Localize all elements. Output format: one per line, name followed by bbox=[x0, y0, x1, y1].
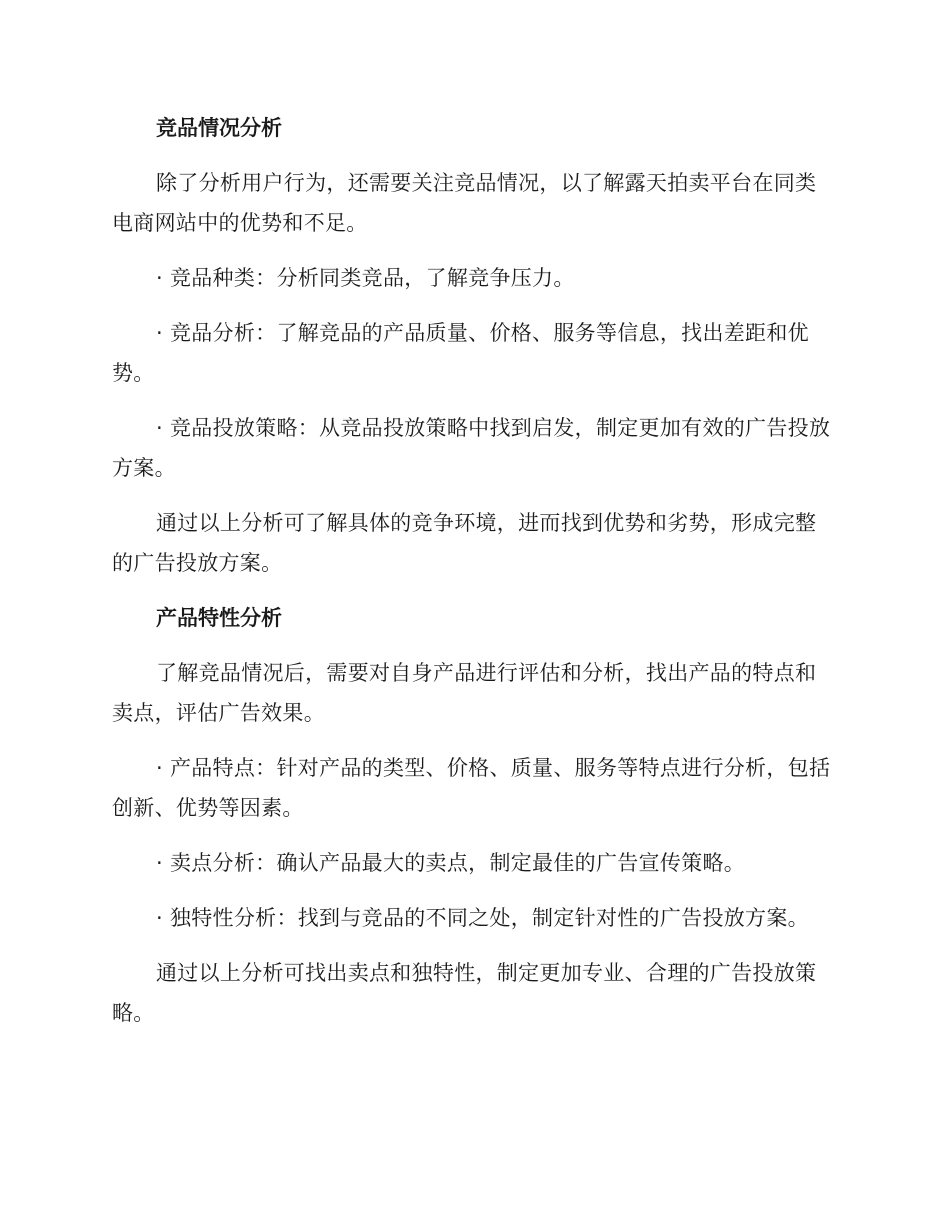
section2-intro-paragraph: 了解竞品情况后，需要对自身产品进行评估和分析，找出产品的特点和卖点，评估广告效果。 bbox=[112, 661, 817, 725]
section2-bullet-selling-points: · 卖点分析：确认产品最大的卖点，制定最佳的广告宣传策略。 bbox=[156, 851, 746, 875]
section-title-competitor-analysis: 竞品情况分析 bbox=[156, 116, 282, 140]
section2-bullet-product-features: · 产品特点：针对产品的类型、价格、质量、服务等特点进行分析，包括创新、优势等因素。 bbox=[112, 756, 831, 820]
section-title-product-analysis: 产品特性分析 bbox=[156, 606, 282, 630]
section2-conclusion-paragraph: 通过以上分析可找出卖点和独特性，制定更加专业、合理的广告投放策略。 bbox=[112, 961, 817, 1025]
section1-bullet-competitor-analysis: · 竞品分析：了解竞品的产品质量、价格、服务等信息，找出差距和优势。 bbox=[112, 321, 809, 385]
section1-intro-paragraph: 除了分析用户行为，还需要关注竞品情况，以了解露天拍卖平台在同类电商网站中的优势和不足。 bbox=[112, 171, 817, 235]
section1-bullet-competitor-types: · 竞品种类：分析同类竞品，了解竞争压力。 bbox=[156, 266, 575, 290]
section1-bullet-competitor-strategy: · 竞品投放策略：从竞品投放策略中找到启发，制定更加有效的广告投放方案。 bbox=[112, 416, 831, 480]
document-page bbox=[112, 108, 832, 1048]
section2-bullet-uniqueness: · 独特性分析：找到与竞品的不同之处，制定针对性的广告投放方案。 bbox=[156, 906, 809, 930]
section1-conclusion-paragraph: 通过以上分析可了解具体的竞争环境，进而找到优势和劣势，形成完整的广告投放方案。 bbox=[112, 511, 817, 575]
